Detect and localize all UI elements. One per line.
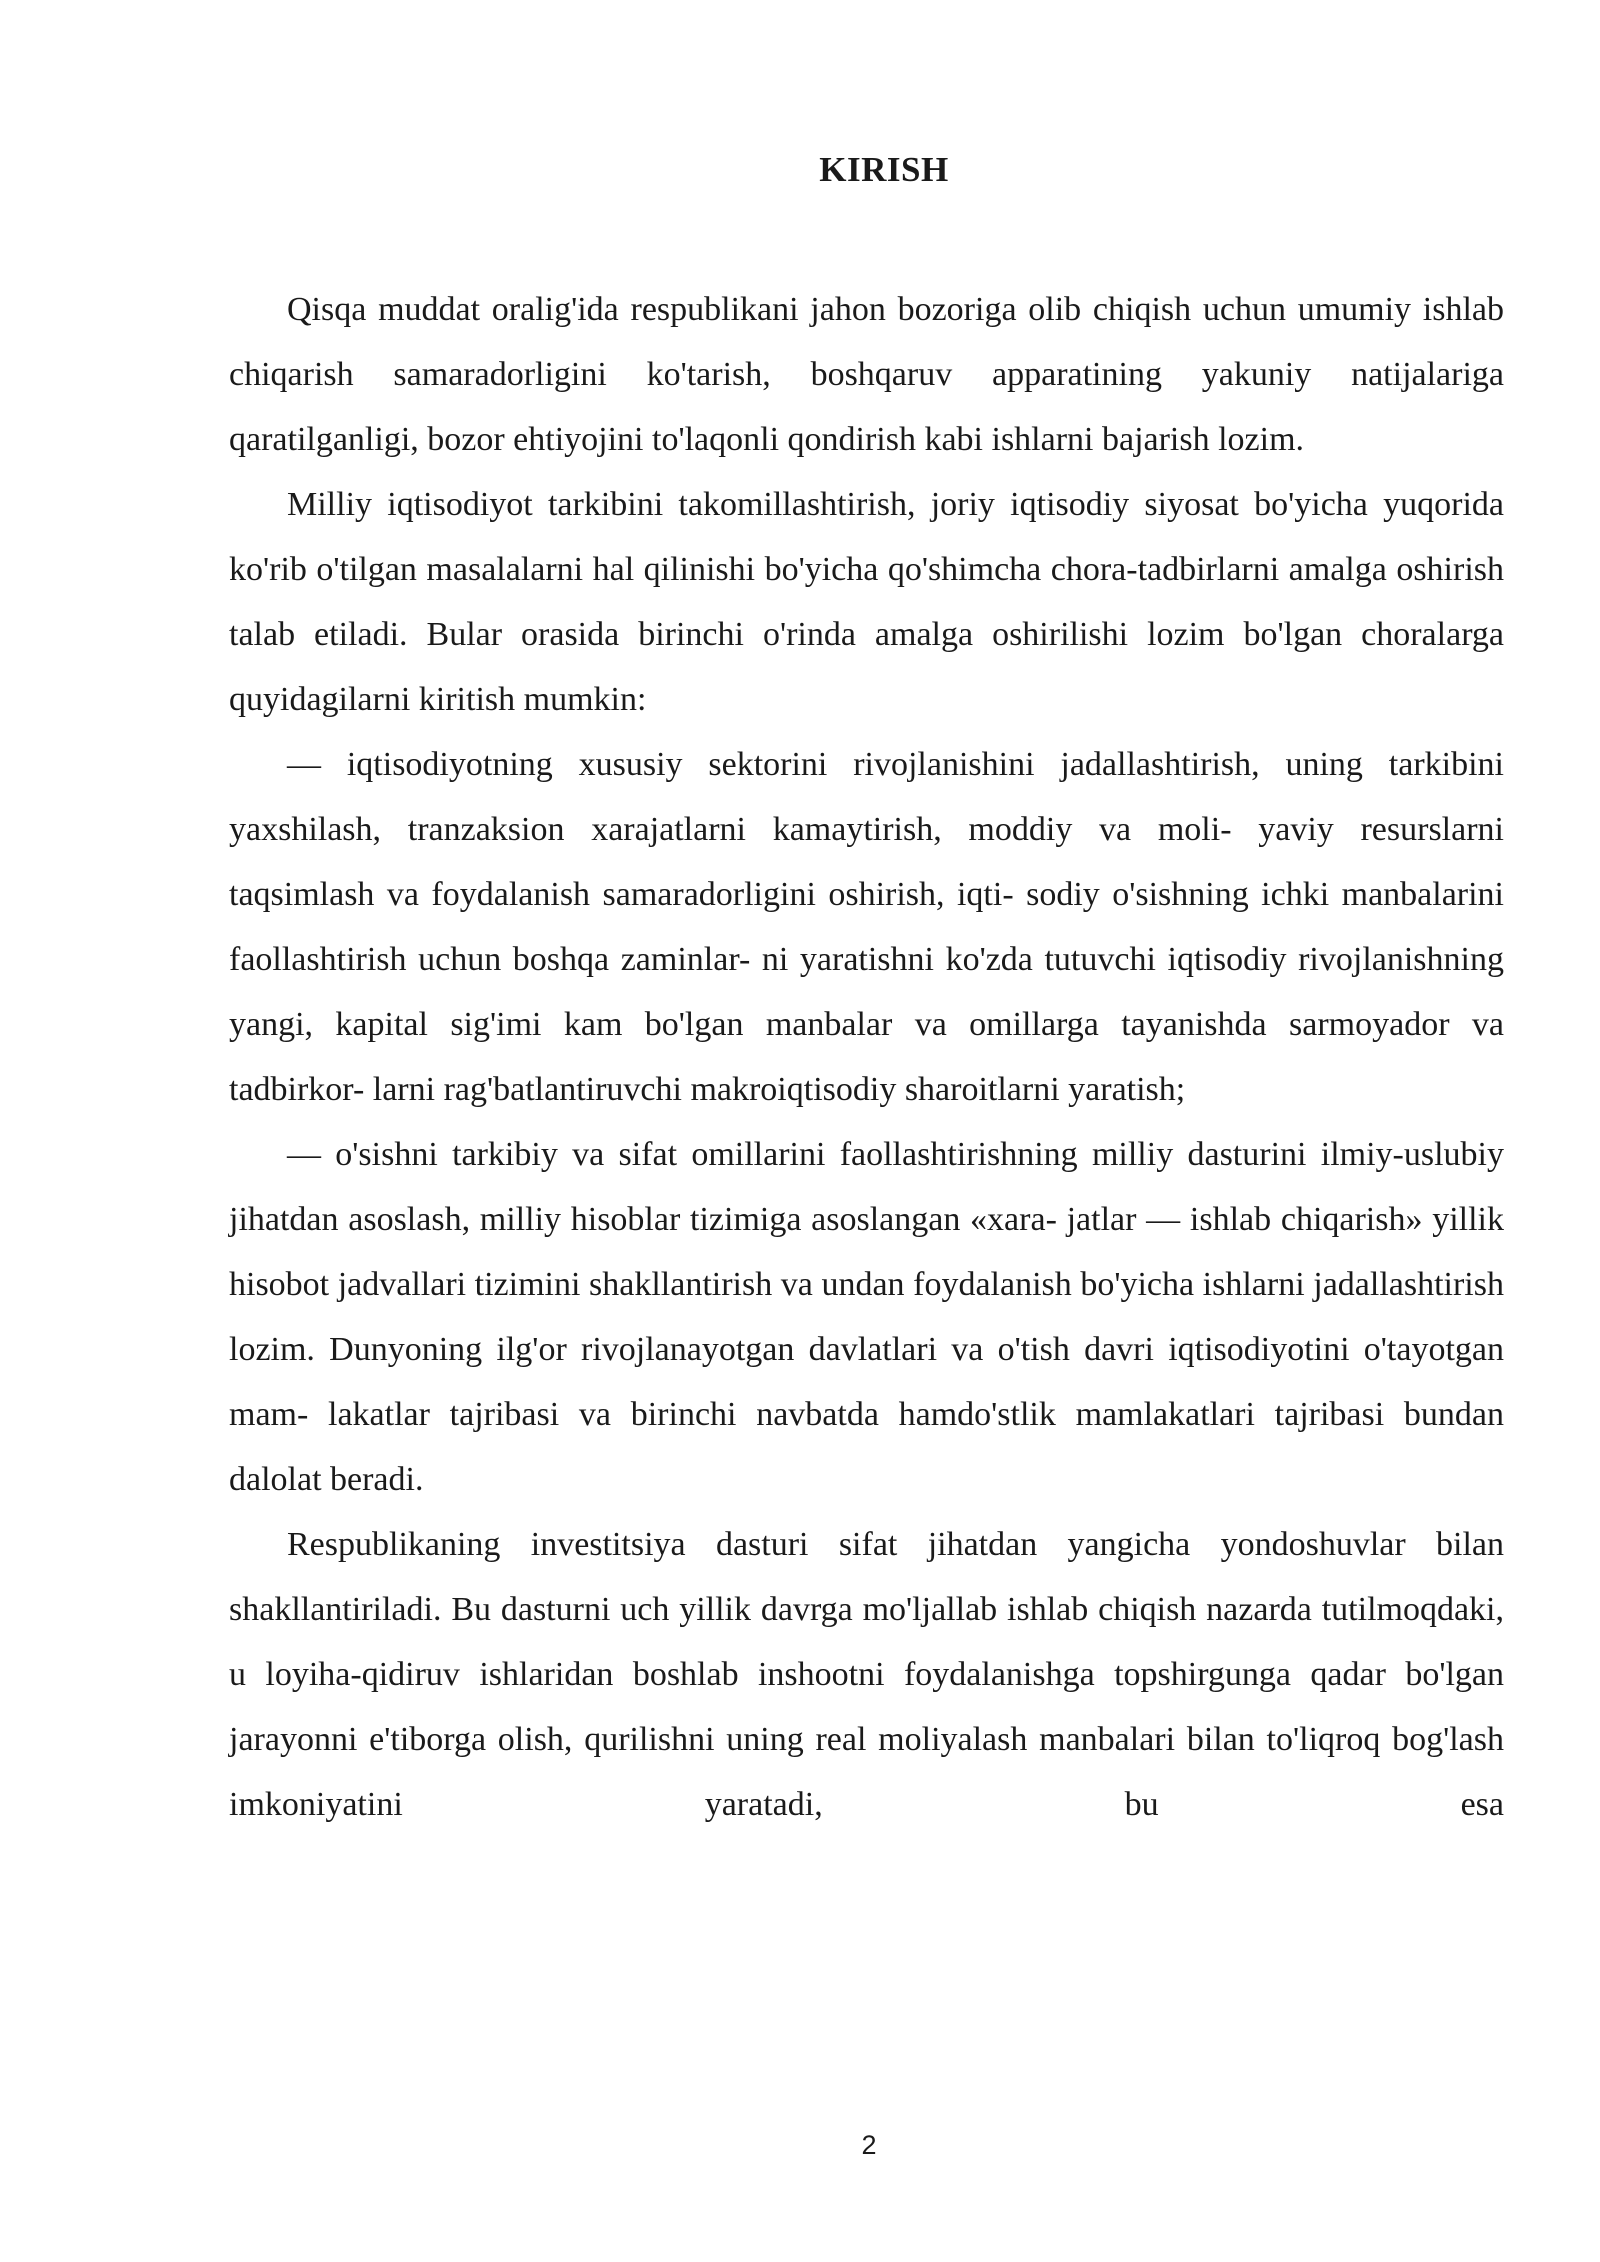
page-number: 2 xyxy=(861,2130,877,2160)
paragraph-investment-program: Respublikaning investitsiya dasturi sifat jihatdan yangicha yondoshuvlar bilan shakllantiriladi. Bu dasturni uch yillik davrga mo'ljallab ishlab chiqish nazarda tutilmoqdaki, u loyiha-qidiruv ishlaridan boshlab inshootni foydalanishga topshirgunga qadar bo'lgan jarayonni e'tiborga olish, qurilishni uning real moliyalash manbalari bilan to'liqroq bog'lash imkoniyatini yaratadi, bu esa xyxy=(229,1526,1504,1823)
body-text xyxy=(229,277,1504,1837)
page-heading: KIRISH xyxy=(819,150,949,189)
list-item-growth-factors: — o'sishni tarkibiy va sifat omillarini faollashtirishning milliy dasturini ilmiy-uslubiy jihatdan asoslash, milliy hisoblar tizimiga asoslangan «xara- jatlar — ishlab chiqarish» yillik hisobot jadvallari tizimini shakllantirish va undan foydalanish bo'yicha ishlarni jadallashtirish lozim. Dunyoning ilg'or rivojlanayotgan davlatlari va o'tish davri iqtisodiyotini o'tayotgan mam- lakatlar tajribasi va birinchi navbatda hamdo'stlik mamlakatlari tajribasi bundan dalolat beradi. xyxy=(229,1136,1504,1498)
paragraph-intro: Qisqa muddat oralig'ida respublikani jahon bozoriga olib chiqish uchun umumiy ishlab chiqarish samaradorligini ko'tarish, boshqaruv apparatining yakuniy natijalariga qaratilganligi, bozor ehtiyojini to'laqonli qondirish kabi ishlarni bajarish lozim. xyxy=(229,291,1504,458)
paragraph-measures: Milliy iqtisodiyot tarkibini takomillashtirish, joriy iqtisodiy siyosat bo'yicha yuqorida ko'rib o'tilgan masalalarni hal qilinishi bo'yicha qo'shimcha chora-tadbirlarni amalga oshirish talab etiladi. Bular orasida birinchi o'rinda amalga oshirilishi lozim bo'lgan choralarga quyidagilarni kiritish mumkin: xyxy=(229,486,1504,718)
list-item-private-sector: — iqtisodiyotning xususiy sektorini rivojlanishini jadallashtirish, uning tarkibini yaxshilash, tranzaksion xarajatlarni kamaytirish, moddiy va moli- yaviy resurslarni taqsimlash va foydalanish samaradorligini oshirish, iqti- sodiy o'sishning ichki manbalarini faollashtirish uchun boshqa zaminlar- ni yaratishni ko'zda tutuvchi iqtisodiy rivojlanishning yangi, kapital sig'imi kam bo'lgan manbalar va omillarga tayanishda sarmoyador va tadbirkor- larni rag'batlantiruvchi makroiqtisodiy sharoitlarni yaratish; xyxy=(229,746,1504,1108)
